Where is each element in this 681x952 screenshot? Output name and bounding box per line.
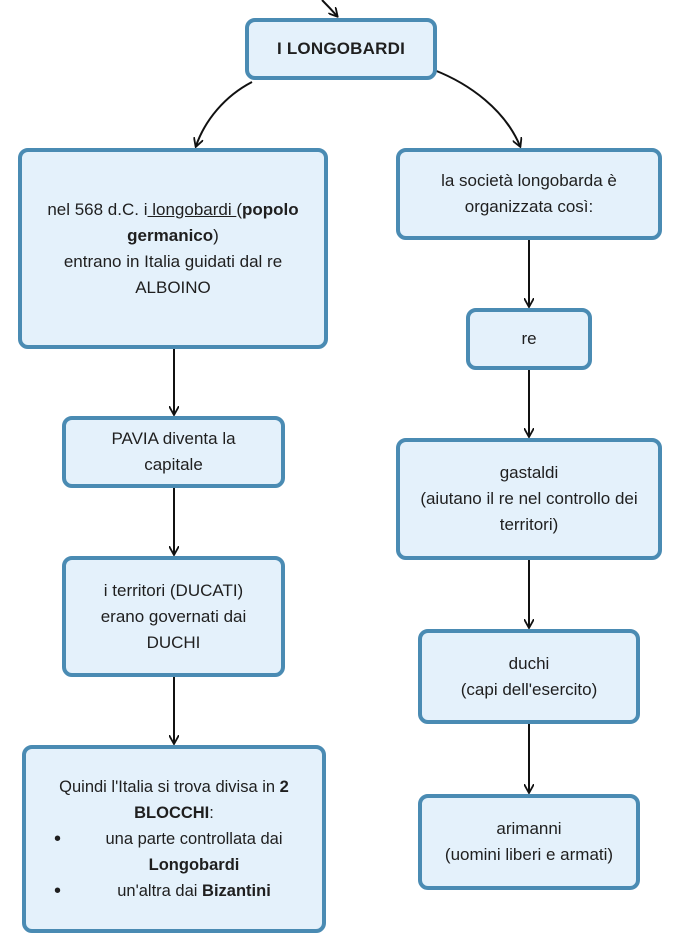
ducati-line2: erano governati dai [100,606,247,626]
title-node [245,18,437,80]
intro-popolo: popolo germanico [127,199,299,245]
intro-node [18,148,328,349]
ducati-line3: DUCHI [146,632,201,652]
arrow-title-to-intro [196,82,252,146]
duchi-node [418,629,640,724]
arimanni-line2: (uomini liberi e armati) [444,845,614,864]
pavia-text: PAVIA diventa la capitale [111,429,236,474]
blocchi-item1-bold: Longobardi [148,856,240,874]
blocchi-list [36,826,312,904]
blocchi-bold: 2 BLOCCHI [134,778,289,822]
title-text: I LONGOBARDI [276,39,405,58]
blocchi-pre: Quindi l'Italia si trova divisa in [59,778,276,796]
intro-paren-open: ( [236,199,243,219]
intro-line3: ALBOINO [135,277,211,297]
blocchi-item2-pre: un'altra dai [117,882,198,900]
blocchi-node [22,745,326,933]
ducati-node [62,556,285,677]
duchi-line2: (capi dell'esercito) [460,679,598,699]
blocchi-colon: : [209,804,214,822]
pavia-node [62,416,285,488]
ducati-line1: i territori (DUCATI) [103,580,244,600]
arimanni-node [418,794,640,890]
arrow-into-title [322,0,337,16]
gastaldi-line2: (aiutano il re nel controllo dei territori) [420,489,638,534]
blocchi-heading [36,774,312,826]
blocchi-item-1 [36,826,312,878]
intro-line2: entrano in Italia guidati dal re [63,251,283,271]
societa-text: la società longobarda è organizzata così: [441,171,617,216]
intro-line1 [32,197,314,249]
arimanni-line1: arimanni [496,819,562,838]
duchi-line1: duchi [508,653,550,673]
intro-pre: nel 568 d.C. i [47,199,148,219]
societa-node [396,148,662,240]
intro-longobardi: longobardi [147,199,237,219]
re-text: re [521,329,537,348]
blocchi-item2-bold: Bizantini [202,882,271,900]
blocchi-item1-pre: una parte controllata dai [105,830,283,848]
gastaldi-line1: gastaldi [499,463,559,482]
re-node [466,308,592,370]
blocchi-item-2 [36,878,312,904]
intro-paren-close: ) [213,225,219,245]
arrow-title-to-societa [434,70,520,146]
gastaldi-node [396,438,662,560]
